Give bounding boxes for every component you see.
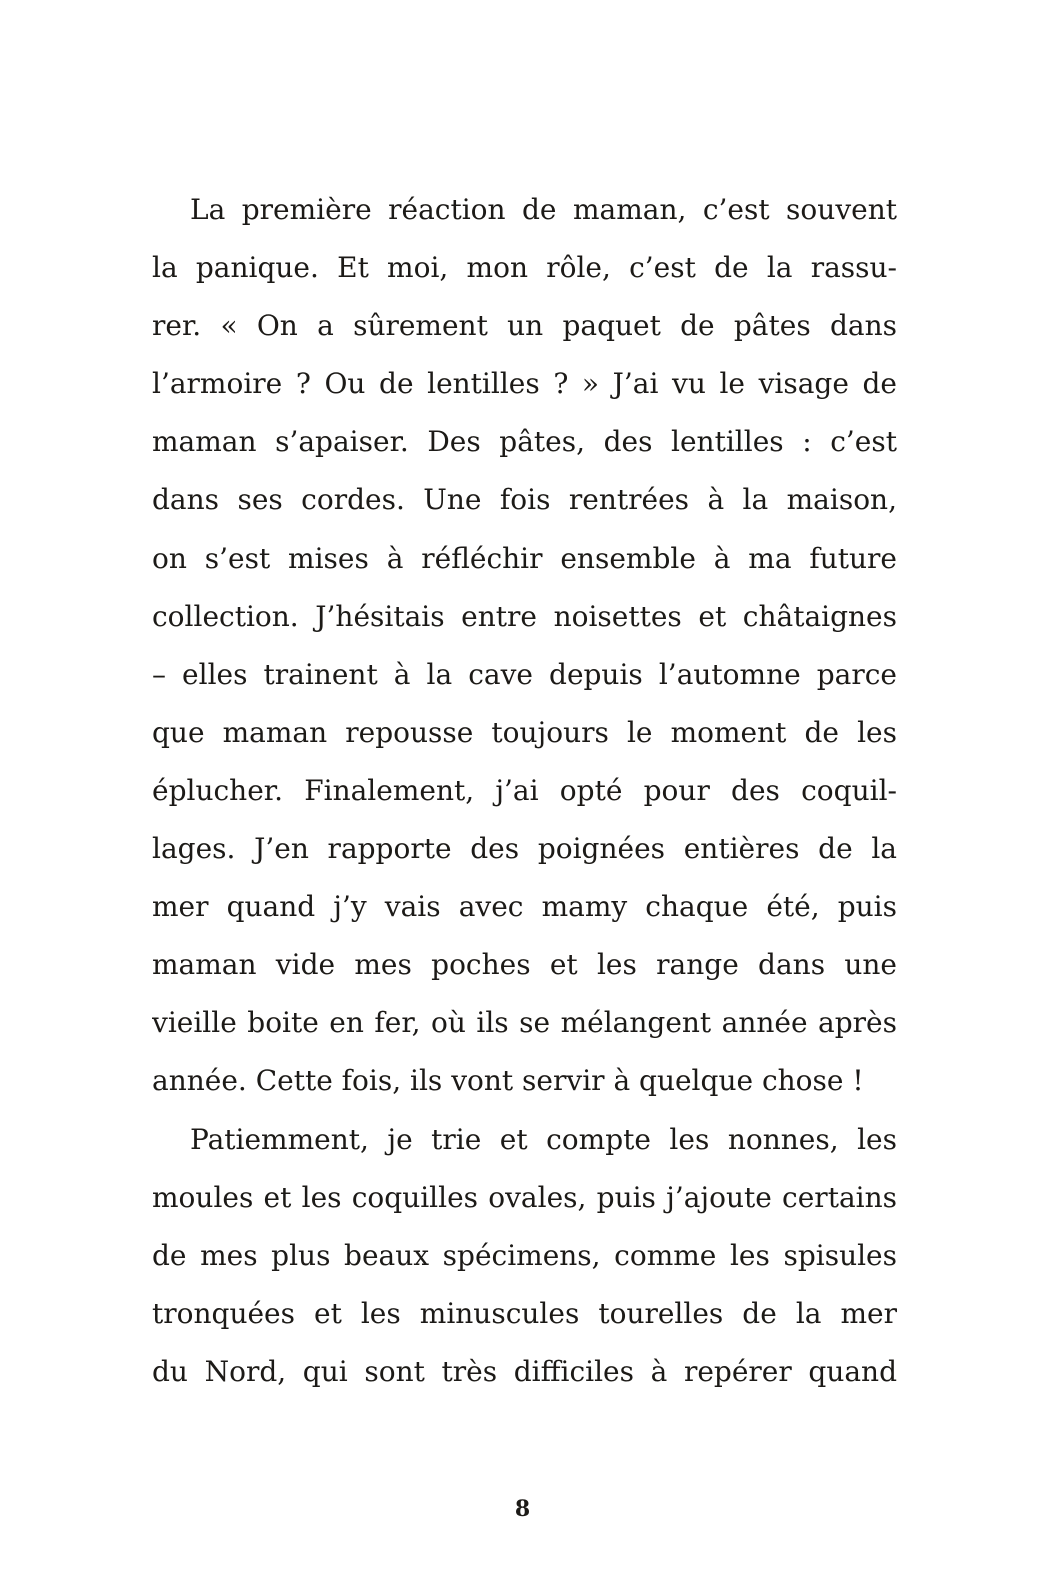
text-line: que maman repousse toujours le moment de les xyxy=(152,715,897,749)
text-line: l’armoire ? Ou de lentilles ? » J’ai vu le visage de xyxy=(152,367,897,401)
text-line: du Nord, qui sont très difficiles à repérer quand xyxy=(152,1354,897,1388)
text-line: année. Cette fois, ils vont servir à quelque chose ! xyxy=(152,1064,864,1098)
text-line: de mes plus beaux spécimens, comme les spisules xyxy=(152,1238,897,1272)
text-line: éplucher. Finalement, j’ai opté pour des coquil- xyxy=(152,773,897,807)
text-line: collection. J’hésitais entre noisettes et châtaignes xyxy=(152,599,897,633)
body-text xyxy=(152,181,897,1401)
text-line: tronquées et les minuscules tourelles de la mer xyxy=(152,1296,897,1330)
text-line: mer quand j’y vais avec mamy chaque été, puis xyxy=(152,890,897,924)
text-line: lages. J’en rapporte des poignées entières de la xyxy=(152,832,897,866)
text-line: on s’est mises à réfléchir ensemble à ma future xyxy=(152,541,897,575)
text-line: rer. « On a sûrement un paquet de pâtes dans xyxy=(152,309,897,343)
text-line: – elles trainent à la cave depuis l’automne parce xyxy=(152,657,897,691)
text-line: maman s’apaiser. Des pâtes, des lentilles : c’est xyxy=(152,425,897,459)
text-line: la panique. Et moi, mon rôle, c’est de la rassu- xyxy=(152,251,897,285)
text-line: La première réaction de maman, c’est souvent xyxy=(190,193,897,226)
text-line: moules et les coquilles ovales, puis j’ajoute certains xyxy=(152,1180,897,1214)
text-line: maman vide mes poches et les range dans une xyxy=(152,948,897,982)
page-number: 8 xyxy=(514,1496,531,1522)
text-line: vieille boite en fer, où ils se mélangent année après xyxy=(152,1006,897,1040)
text-line: dans ses cordes. Une fois rentrées à la maison, xyxy=(152,483,897,517)
text-line: Patiemment, je trie et compte les nonnes, les xyxy=(190,1122,897,1156)
